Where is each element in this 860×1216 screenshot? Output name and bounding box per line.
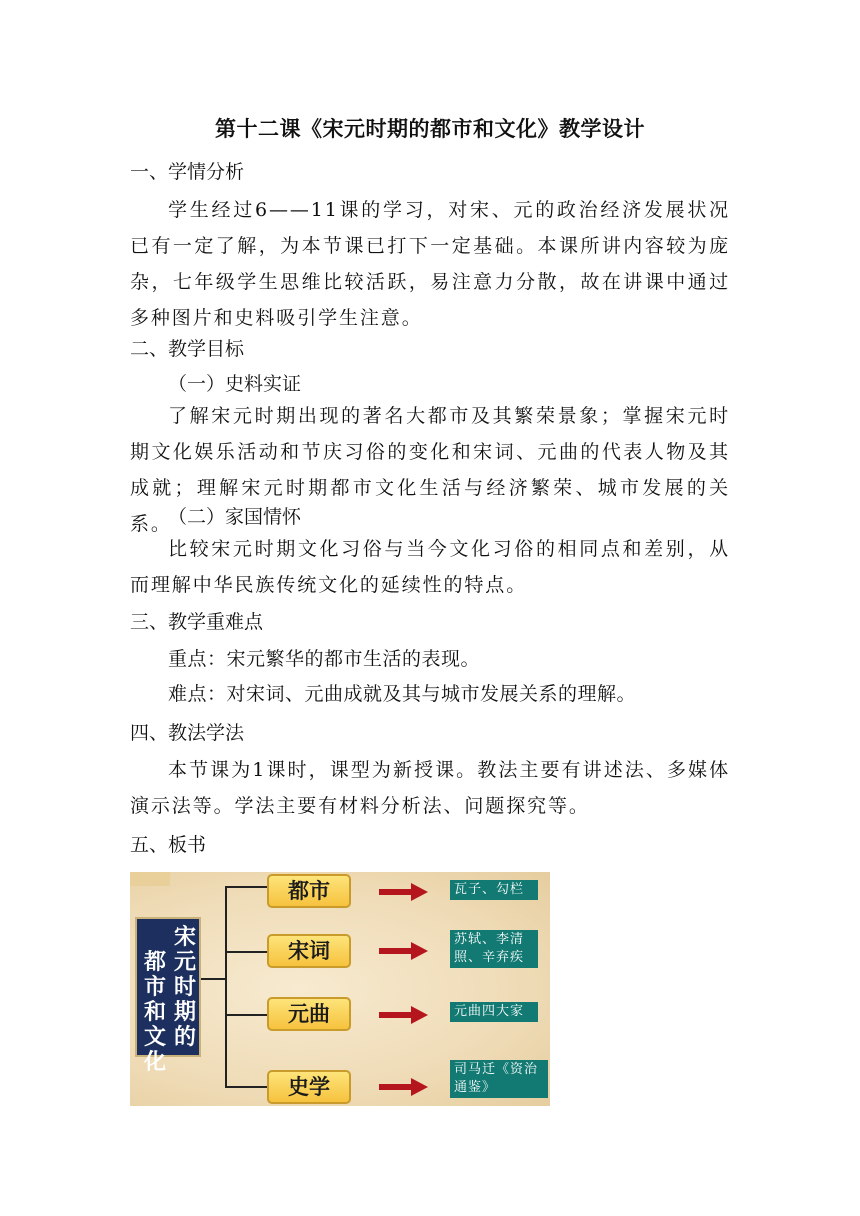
key-point-line: 重点：宋元繁华的都市生活的表现。 — [168, 648, 481, 670]
board-note-yuan-drama: 元曲四大家 — [450, 1002, 538, 1022]
board-item-yuan-drama: 元曲 — [267, 997, 351, 1031]
section-heading-goals: 二、教学目标 — [130, 338, 245, 360]
goal-subheading-patriotism: （二）家国情怀 — [168, 506, 302, 528]
board-main-title — [135, 917, 201, 1075]
bracket-line — [225, 886, 267, 1088]
main-char: 文 — [143, 1025, 166, 1050]
section-heading-key-points: 三、教学重难点 — [130, 611, 264, 633]
goal-paragraph-patriotism: 比较宋元时期文化习俗与当今文化习俗的相同点和差别，从而理解中华民族传统文化的延续性的特点。 — [130, 538, 730, 596]
methods-paragraph: 本节课为1课时，课型为新授课。教法主要有讲述法、多媒体演示法等。学法主要有材料分析法、问题探究等。 — [130, 759, 730, 817]
blackboard-diagram — [130, 872, 550, 1106]
branch-line — [225, 951, 267, 953]
section-heading-analysis: 一、学情分析 — [130, 161, 245, 183]
main-char: 元 — [173, 950, 196, 975]
main-char: 都 — [143, 950, 166, 975]
branch-line — [225, 1014, 267, 1016]
main-char: 期 — [173, 1000, 196, 1025]
red-arrow-icon — [379, 1008, 429, 1022]
goal-subheading-evidence: （一）史料实证 — [168, 373, 302, 395]
red-arrow-icon — [379, 944, 429, 958]
board-item-historiography: 史学 — [267, 1070, 351, 1104]
main-char: 和 — [143, 1000, 166, 1025]
red-arrow-icon — [379, 885, 429, 899]
branch-line — [225, 886, 267, 888]
difficult-point-line: 难点：对宋词、元曲成就及其与城市发展关系的理解。 — [168, 683, 637, 705]
board-item-ci-poetry: 宋词 — [267, 934, 351, 968]
branch-line — [225, 1086, 267, 1088]
board-note-ci-poetry: 苏轼、李清照、辛弃疾 — [450, 930, 538, 968]
section-heading-board: 五、板书 — [130, 834, 207, 856]
section-heading-methods: 四、教法学法 — [130, 722, 245, 744]
document-title: 第十二课《宋元时期的都市和文化》教学设计 — [215, 117, 645, 141]
board-note-city: 瓦子、勾栏 — [450, 880, 538, 900]
red-arrow-icon — [379, 1080, 429, 1094]
board-item-city: 都市 — [267, 874, 351, 908]
analysis-paragraph: 学生经过6——11课的学习，对宋、元的政治经济发展状况已有一定了解，为本节课已打下一定基础。本课所讲内容较为庞杂，七年级学生思维比较活跃，易注意力分散，故在讲课中通过多种图片和史料吸引学生注意。 — [130, 199, 730, 329]
connector-line — [201, 978, 227, 980]
board-corner-decoration — [130, 872, 170, 886]
main-title-col1 — [171, 925, 199, 1050]
main-char: 时 — [173, 975, 196, 1000]
main-char: 的 — [173, 1025, 196, 1050]
goal-paragraph-evidence: 了解宋元时期出现的著名大都市及其繁荣景象；掌握宋元时期文化娱乐活动和节庆习俗的变化和宋词、元曲的代表人物及其成就；理解宋元时期都市文化生活与经济繁荣、城市发展的关系。 — [130, 405, 730, 535]
main-title-col2 — [141, 950, 169, 1075]
board-note-historiography: 司马迁《资治通鉴》 — [450, 1060, 548, 1098]
main-char: 化 — [143, 1050, 166, 1075]
main-char: 宋 — [173, 925, 196, 950]
main-char: 市 — [143, 975, 166, 1000]
